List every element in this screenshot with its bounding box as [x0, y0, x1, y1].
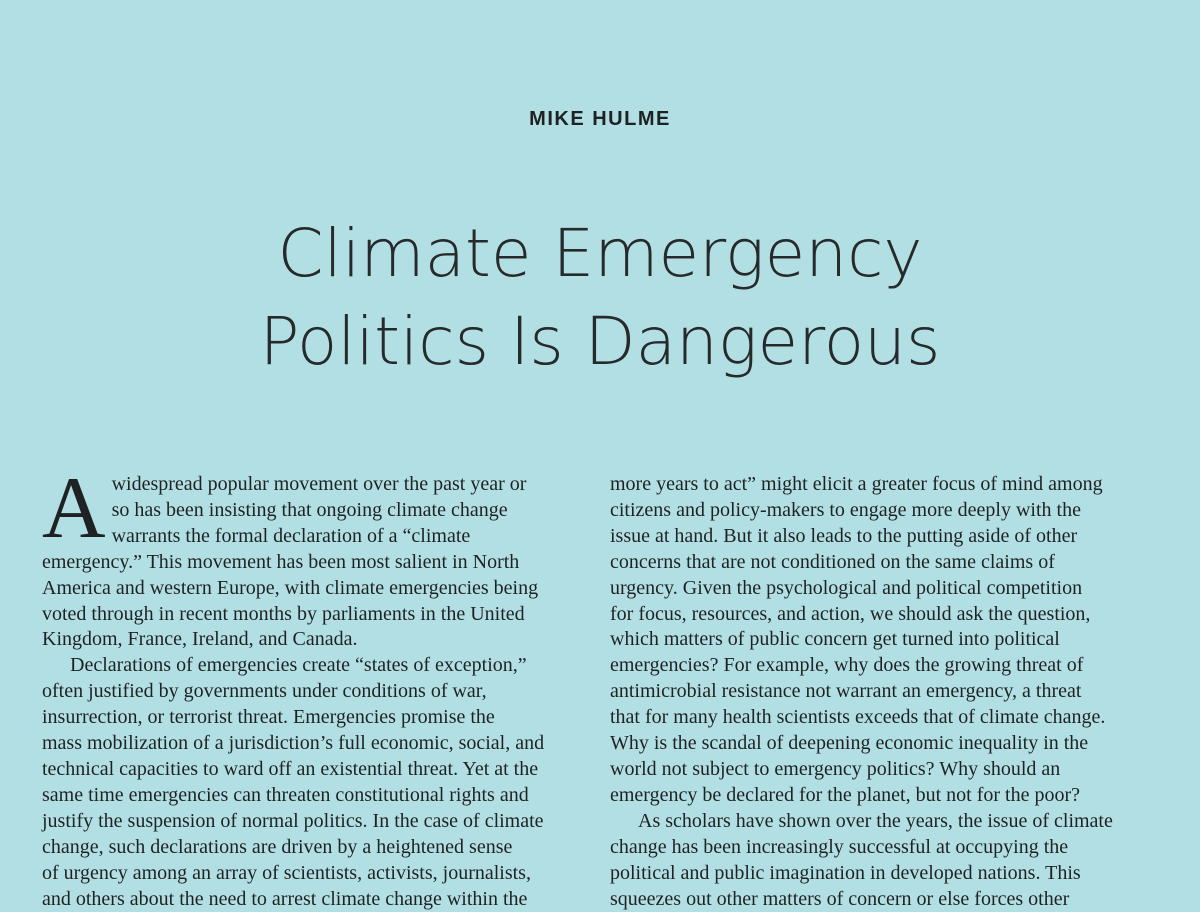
body-line: political and public imagination in developed nations. This	[610, 861, 1140, 887]
body-line: often justified by governments under conditions of war,	[42, 679, 570, 705]
body-line: Kingdom, France, Ireland, and Canada.	[42, 627, 570, 653]
body-line: which matters of public concern get turned into political	[610, 627, 1140, 653]
body-line: world not subject to emergency politics? Why should an	[610, 757, 1140, 783]
body-line: emergencies? For example, why does the growing threat of	[610, 653, 1140, 679]
body-line: more years to act” might elicit a greater focus of mind among	[610, 472, 1140, 498]
body-line: that for many health scientists exceeds that of climate change.	[610, 705, 1140, 731]
body-line: and others about the need to arrest climate change within the	[42, 887, 570, 912]
body-line: warrants the formal declaration of a “climate	[42, 524, 570, 550]
body-line: widespread popular movement over the past year or	[42, 472, 570, 498]
author-name: MIKE HULME	[0, 108, 1200, 131]
body-line: change has been increasingly successful at occupying the	[610, 835, 1140, 861]
body-line: Why is the scandal of deepening economic inequality in the	[610, 731, 1140, 757]
body-line: voted through in recent months by parliaments in the United	[42, 602, 570, 628]
body-line: change, such declarations are driven by a heightened sense	[42, 835, 570, 861]
title-line-1: Climate Emergency	[0, 210, 1200, 298]
body-line: for focus, resources, and action, we should ask the question,	[610, 602, 1140, 628]
body-line: urgency. Given the psychological and political competition	[610, 576, 1140, 602]
body-line: As scholars have shown over the years, the issue of climate	[610, 809, 1140, 835]
body-column-left	[42, 472, 570, 912]
body-line: emergency.” This movement has been most salient in North	[42, 550, 570, 576]
body-line: concerns that are not conditioned on the same claims of	[610, 550, 1140, 576]
article-title	[0, 210, 1200, 386]
body-line: citizens and policy-makers to engage more deeply with the	[610, 498, 1140, 524]
body-line: so has been insisting that ongoing climate change	[42, 498, 570, 524]
body-line: squeezes out other matters of concern or else forces other	[610, 887, 1140, 912]
body-line: technical capacities to ward off an existential threat. Yet at the	[42, 757, 570, 783]
drop-cap: A	[42, 476, 106, 546]
body-line: emergency be declared for the planet, but not for the poor?	[610, 783, 1140, 809]
title-line-2: Politics Is Dangerous	[0, 298, 1200, 386]
body-line: issue at hand. But it also leads to the putting aside of other	[610, 524, 1140, 550]
body-line: insurrection, or terrorist threat. Emergencies promise the	[42, 705, 570, 731]
body-column-right	[610, 472, 1140, 912]
body-line: mass mobilization of a jurisdiction’s full economic, social, and	[42, 731, 570, 757]
body-line: antimicrobial resistance not warrant an emergency, a threat	[610, 679, 1140, 705]
body-line: America and western Europe, with climate emergencies being	[42, 576, 570, 602]
body-line: Declarations of emergencies create “states of exception,”	[42, 653, 570, 679]
body-line: justify the suspension of normal politics. In the case of climate	[42, 809, 570, 835]
body-line: same time emergencies can threaten constitutional rights and	[42, 783, 570, 809]
body-line: of urgency among an array of scientists, activists, journalists,	[42, 861, 570, 887]
